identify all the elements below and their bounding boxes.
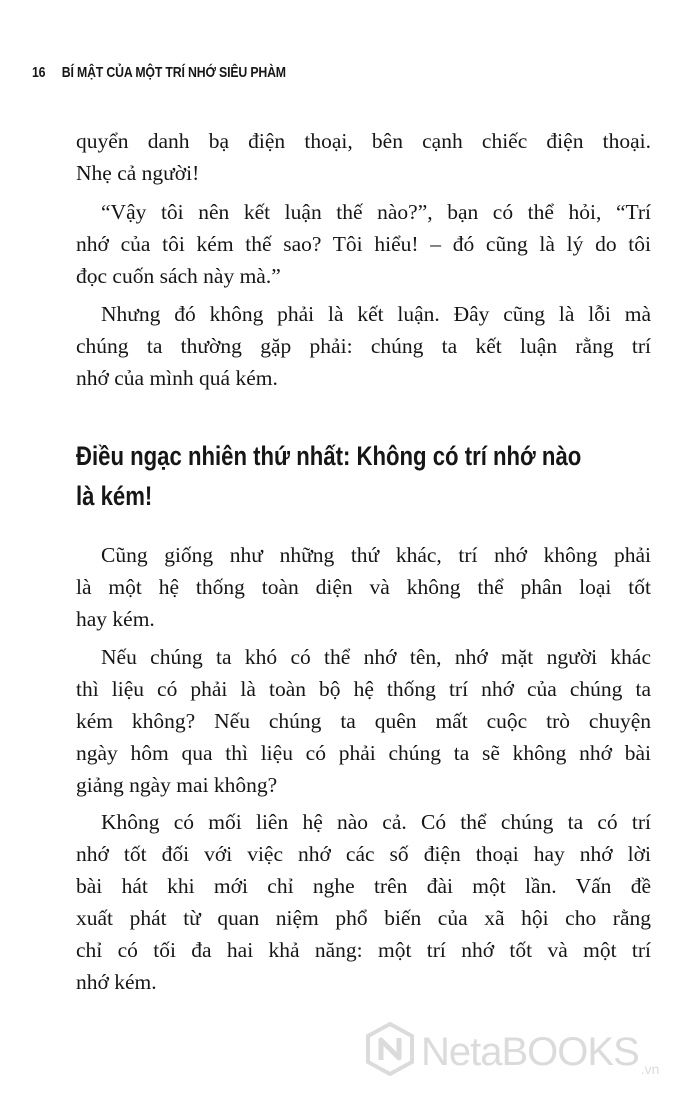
paragraph-1: [76, 125, 651, 189]
paragraph-5: [76, 641, 651, 801]
paragraph-line: nhớ kém.: [76, 970, 157, 994]
paragraph-line: Nếu chúng ta khó có thể nhớ tên, nhớ mặt người khác: [101, 645, 651, 669]
paragraph-line: kém không? Nếu chúng ta quên mất cuộc trò chuyện: [76, 709, 651, 733]
paragraph-line: hay kém.: [76, 607, 155, 631]
watermark-suffix: .vn: [640, 1061, 660, 1077]
paragraph-line: quyển danh bạ điện thoại, bên cạnh chiếc điện thoại.: [76, 129, 651, 153]
paragraph-line: Nhẹ cả người!: [76, 161, 200, 185]
running-head: [32, 64, 286, 81]
paragraph-line: nhớ của mình quá kém.: [76, 366, 278, 390]
paragraph-4: [76, 539, 651, 635]
paragraph-line: Nhưng đó không phải là kết luận. Đây cũng là lỗi mà: [101, 302, 651, 326]
running-head-title: BÍ MẬT CỦA MỘT TRÍ NHỚ SIÊU PHÀM: [61, 64, 286, 81]
paragraph-line: chỉ có tối đa hai khả năng: một trí nhớ tốt và một trí: [76, 938, 651, 962]
page-number: 16: [32, 64, 46, 81]
paragraph-2: [76, 196, 651, 292]
paragraph-line: đọc cuốn sách này mà.”: [76, 264, 281, 288]
paragraph-line: Cũng giống như những thứ khác, trí nhớ không phải: [101, 543, 651, 567]
paragraph-line: “Vậy tôi nên kết luận thế nào?”, bạn có thể hỏi, “Trí: [101, 200, 651, 224]
paragraph-line: xuất phát từ quan niệm phổ biến của xã hội cho rằng: [76, 906, 651, 930]
paragraph-6: [76, 806, 651, 998]
paragraph-line: bài hát khi mới chỉ nghe trên đài một lần. Vấn đề: [76, 874, 651, 898]
watermark: [365, 1022, 659, 1081]
paragraph-line: thì liệu có phải là toàn bộ hệ thống trí nhớ của chúng ta: [76, 677, 651, 701]
heading-line: là kém!: [76, 481, 153, 511]
paragraph-line: là một hệ thống toàn diện và không thể phân loại tốt: [76, 575, 651, 599]
paragraph-line: ngày hôm qua thì liệu có phải chúng ta sẽ không nhớ bài: [76, 741, 651, 765]
watermark-brand: NetaBOOKS: [421, 1029, 639, 1074]
paragraph-3: [76, 298, 651, 394]
section-heading: [76, 436, 584, 516]
paragraph-line: Không có mối liên hệ nào cả. Có thể chúng ta có trí: [101, 810, 651, 834]
watermark-logo-icon: [365, 1022, 415, 1081]
paragraph-line: giảng ngày mai không?: [76, 773, 278, 797]
heading-line: Điều ngạc nhiên thứ nhất: Không có trí nhớ nào: [76, 441, 582, 471]
paragraph-line: nhớ tốt đối với việc nhớ các số điện thoại hay nhớ lời: [76, 842, 651, 866]
paragraph-line: chúng ta thường gặp phải: chúng ta kết luận rằng trí: [76, 334, 651, 358]
paragraph-line: nhớ của tôi kém thế sao? Tôi hiểu! – đó cũng là lý do tôi: [76, 232, 651, 256]
